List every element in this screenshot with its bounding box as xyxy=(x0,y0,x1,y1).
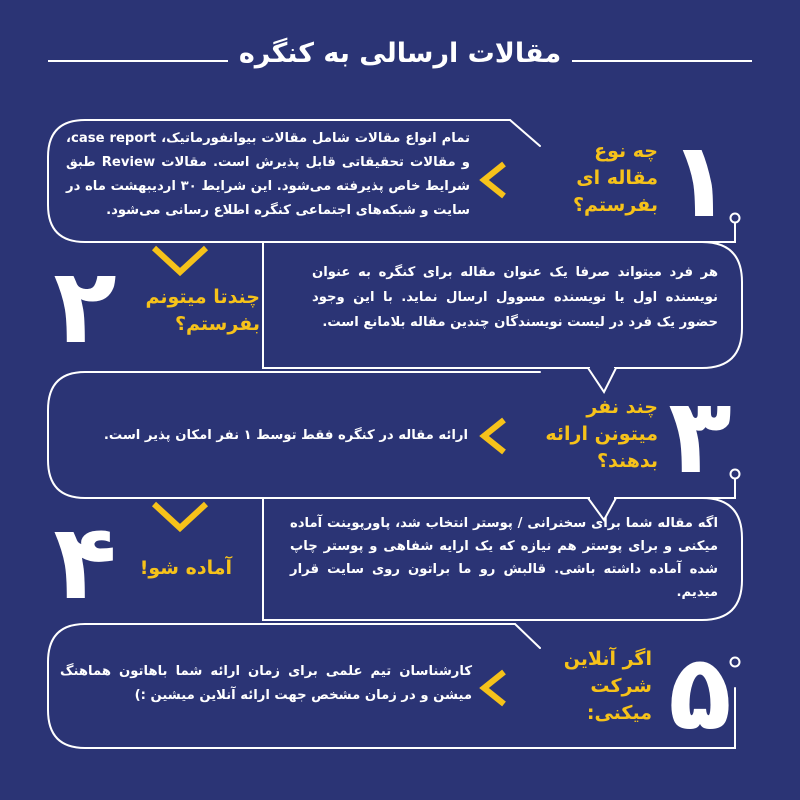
section-1-question: چه نوع مقاله ای بفرستم؟ xyxy=(573,140,658,216)
section-3-answer: ارائه مقاله در کنگره فقط توسط ۱ نفر امکان پذیر است. xyxy=(103,428,468,443)
section-2-answer: هر فرد میتواند صرفا یک عنوان مقاله برای کنگره به عنوان نویسنده اول یا نویسنده مسوول ارسال نماید. با این وجود حضور یک فرد در لیست نویسندگان چندین مقاله بلامانع است. xyxy=(312,265,718,330)
section-5-question: اگر آنلاین شرکت میکنی: xyxy=(563,648,652,724)
section-5-answer: کارشناسان تیم علمی برای زمان ارائه شما باهاتون هماهنگ میشن و در زمان مشخص جهت ارائه آنلاین میشین :) xyxy=(60,664,472,703)
chevron-left-icon xyxy=(478,416,508,456)
section-4-number: ۴ xyxy=(53,501,117,623)
chevron-down-icon xyxy=(150,500,210,534)
box-2-notch xyxy=(588,368,616,392)
section-4-answer-bold: پوستر چاپ شده xyxy=(290,539,718,577)
section-1-number: ۱ xyxy=(668,119,732,241)
section-4-question: آماده شو! xyxy=(139,557,232,579)
section-4-answer xyxy=(290,512,718,604)
chevron-down-icon xyxy=(150,244,210,278)
section-3-number: ۳ xyxy=(668,375,732,497)
page-title: مقالات ارسالی به کنگره xyxy=(238,38,562,69)
chevron-left-icon xyxy=(478,160,508,200)
box-1-connector xyxy=(510,120,540,146)
section-1-answer: تمام انواع مقالات شامل مقالات بیوانفورماتیک، case report، و مقالات تحقیقاتی قابل پذیرش است. مقالات Review طبق شرایط خاص پذیرفته می‌شود. این شرایط ۳۰ اردیبهشت ماه در سایت و شبکه‌های اجتماعی کنگره اطلاع رسانی می‌شود. xyxy=(66,131,470,218)
chevron-left-icon xyxy=(478,668,508,708)
box-5-connector xyxy=(515,624,540,648)
section-2-number: ۲ xyxy=(53,245,117,367)
section-2-question: چندتا میتونم بفرستم؟ xyxy=(145,286,260,335)
section-4-answer-part1: اگه مقاله شما برای سخنرانی / پوستر انتخاب شد، پاورپوینت آماده میکنی و برای پوستر هم نیازه که یک ارایه شفاهی و xyxy=(290,516,718,554)
section-3-question: چند نفر میتونن ارائه بدهند؟ xyxy=(545,396,658,472)
section-5-number: ۵ xyxy=(668,631,732,753)
section-4-answer-part2: آماده داشته باشی. قالبش رو ما براتون روی سایت قرار میدیم. xyxy=(290,562,718,600)
